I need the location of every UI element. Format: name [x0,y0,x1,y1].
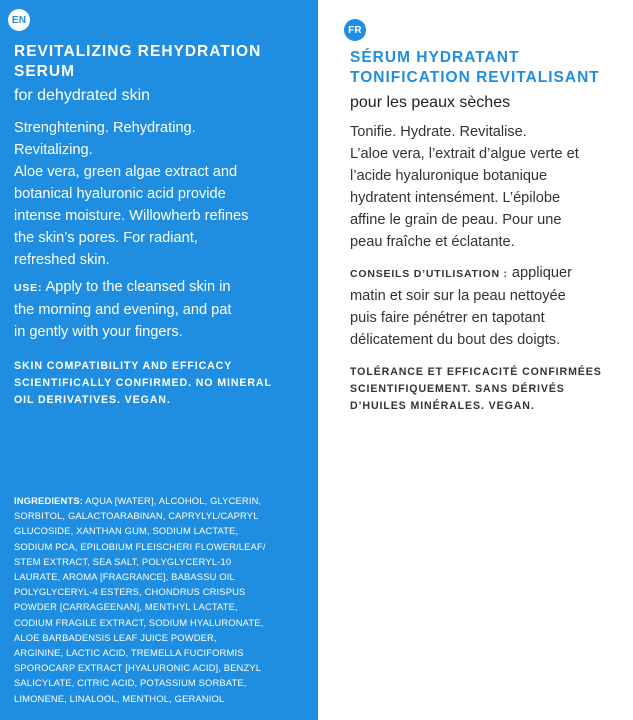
usage-line: in gently with your fingers. [14,324,183,340]
ingredients-line: GLUCOSIDE, XANTHAN GUM, SODIUM LACTATE, [14,525,239,537]
ingredients-line: POLYGLYCERYL-4 ESTERS, CHONDRUS CRISPUS [14,586,246,598]
product-title-en [14,42,314,82]
ingredients-line: SODIUM PCA, EPILOBIUM FLEISCHERI FLOWER/LEAF/ [14,540,266,552]
usage-instructions-fr [350,262,633,351]
title-line: REVITALIZING REHYDRATION [14,43,262,60]
ingredients-line: LAURATE, AROMA [FRAGRANCE], BABASSU OIL [14,571,235,583]
usage-line: délicatement du bout des doigts. [350,332,561,348]
ingredients-line: POWDER [CARRAGEENAN], MENTHYL LACTATE, [14,601,238,613]
title-line: SERUM [14,63,75,80]
product-subtitle-fr: pour les peaux sèches [350,94,511,111]
ingredients-list [14,493,312,706]
usage-line: Apply to the cleansed skin in [45,279,231,295]
usage-line: puis faire pénétrer en tapotant [350,310,545,326]
description-line: the skin’s pores. For radiant, [14,230,198,246]
description-line: L’aloe vera, l’extrait d’algue verte et [350,146,579,162]
ingredients-line: SALICYLATE, CITRIC ACID, POTASSIUM SORBATE, [14,677,247,689]
compatibility-line: OIL DERIVATIVES. VEGAN. [14,394,171,406]
ingredients-line: LIMONENE, LINALOOL, MENTHOL, GERANIOL [14,692,225,704]
title-line: SÉRUM HYDRATANT [350,49,520,66]
description-line: botanical hyaluronic acid provide [14,186,226,202]
ingredients-line: SORBITOL, GALACTOARABINAN, CAPRYLYL/CAPRYL [14,510,259,522]
ingredients-line: ALOE BARBADENSIS LEAF JUICE POWDER, [14,631,217,643]
description-line: affine le grain de peau. Pour une [350,212,562,228]
product-title-fr [350,48,633,88]
ingredients-line: SPOROCARP EXTRACT [HYALURONIC ACID], BENZYL [14,662,262,674]
title-line: TONIFICATION REVITALISANT [350,69,600,86]
compatibility-line: TOLÉRANCE ET EFFICACITÉ CONFIRMÉES [350,366,602,378]
usage-line: matin et soir sur la peau nettoyée [350,288,566,304]
compatibility-statement-fr [350,364,633,415]
ingredients-line: ARGININE, LACTIC ACID, TREMELLA FUCIFORMIS [14,647,244,659]
language-badge-fr: FR [344,19,366,41]
description-fr [350,121,633,253]
usage-label: CONSEILS D’UTILISATION : [350,268,508,280]
description-line: Revitalizing. [14,142,93,158]
usage-label: USE: [14,282,43,294]
description-line: Aloe vera, green algae extract and [14,164,238,180]
language-badge-en: EN [8,9,30,31]
description-line: Strenghtening. Rehydrating. [14,120,196,136]
compatibility-line: SCIENTIFICALLY CONFIRMED. NO MINERAL [14,377,272,389]
description-line: intense moisture. Willowherb refines [14,208,249,224]
description-line: refreshed skin. [14,252,110,268]
french-panel [318,0,633,720]
description-line: hydratent intensément. L’épilobe [350,190,561,206]
usage-line: the morning and evening, and pat [14,302,232,318]
ingredients-line: STEM EXTRACT, SEA SALT, POLYGLYCERYL-10 [14,555,232,567]
description-line: peau fraîche et éclatante. [350,234,515,250]
usage-line: appliquer [511,265,572,281]
compatibility-statement-en [14,358,314,409]
usage-instructions-en [14,276,314,343]
description-line: Tonifie. Hydrate. Revitalise. [350,124,527,140]
product-subtitle-en: for dehydrated skin [14,87,151,104]
compatibility-line: SKIN COMPATIBILITY AND EFFICACY [14,360,233,372]
description-en [14,117,314,271]
ingredients-line: AQUA [WATER], ALCOHOL, GLYCERIN, [85,495,262,506]
description-line: l’acide hyaluronique botanique [350,168,548,184]
ingredients-line: CODIUM FRAGILE EXTRACT, SODIUM HYALURONATE, [14,616,264,628]
compatibility-line: SCIENTIFIQUEMENT. SANS DÉRIVÉS [350,383,565,395]
ingredients-label: INGREDIENTS: [14,495,83,506]
compatibility-line: D’HUILES MINÉRALES. VEGAN. [350,400,535,412]
